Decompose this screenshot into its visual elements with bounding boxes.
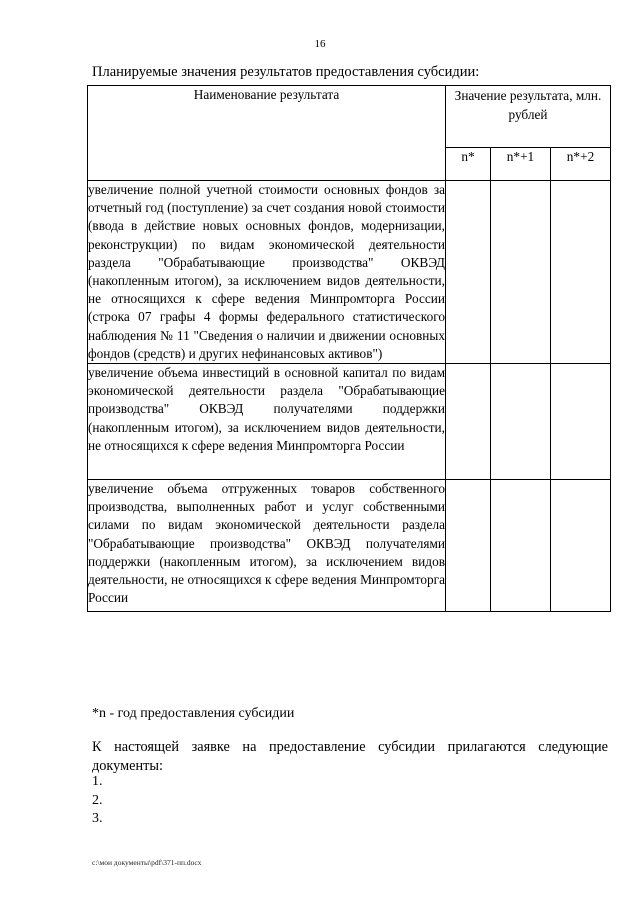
- table-intro-text: Планируемые значения результатов предоставления субсидии:: [92, 64, 480, 80]
- subheader-n: n*: [446, 147, 491, 180]
- list-item: 1.: [92, 774, 103, 789]
- value-cell-n-plus-1: [491, 364, 551, 480]
- header-value-cell: Значение результата, млн. рублей: [446, 86, 611, 148]
- value-cell-n: [446, 364, 491, 480]
- list-item: 3.: [92, 811, 103, 826]
- results-table: [87, 85, 611, 612]
- header-name-cell: Наименование результата: [88, 86, 446, 181]
- result-name-cell: увеличение объема инвестиций в основной капитал по видам экономической деятельности раздела "Обрабатывающие производства" ОКВЭД получателями поддержки (накопленным итогом), за исключением видов деятельности, не относящихся к сфере ведения Минпромторга России: [88, 364, 446, 480]
- value-cell-n-plus-2: [551, 364, 611, 480]
- value-cell-n-plus-1: [491, 480, 551, 612]
- value-cell-n-plus-2: [551, 480, 611, 612]
- file-path-footer: c:\мои документы\pdf\371-пп.docx: [92, 858, 202, 867]
- table-row: [88, 480, 611, 612]
- value-cell-n-plus-1: [491, 181, 551, 364]
- attachments-paragraph: К настоящей заявке на предоставление субсидии прилагаются следующие документы:: [92, 739, 608, 774]
- value-cell-n: [446, 480, 491, 612]
- table-header-row: [88, 86, 611, 148]
- table-row: [88, 181, 611, 364]
- page-number: 16: [314, 38, 326, 50]
- value-cell-n: [446, 181, 491, 364]
- table-row: [88, 364, 611, 480]
- result-name-cell: увеличение полной учетной стоимости основных фондов за отчетный год (поступление) за счет создания новой стоимости (ввода в действие новых основных фондов, модернизации, реконструкции) по видам экономической деятельности раздела "Обрабатывающие производства" ОКВЭД (накопленным итогом), за исключением видов деятельности, не относящихся к сфере ведения Минпромторга России (строка 07 графы 4 формы федерального статистического наблюдения № 11 "Сведения о наличии и движении основных фондов (средств) и других нефинансовых активов"): [88, 181, 446, 364]
- subheader-n-plus-2: n*+2: [551, 147, 611, 180]
- attachments-list: [92, 773, 103, 829]
- result-name-cell: увеличение объема отгруженных товаров собственного производства, выполненных работ и услуг собственными силами по видам экономической деятельности раздела "Обрабатывающие производства" ОКВЭД получателями поддержки (накопленным итогом), за исключением видов деятельности, не относящихся к сфере ведения Минпромторга России: [88, 480, 446, 612]
- footnote: *n - год предоставления субсидии: [92, 706, 295, 721]
- value-cell-n-plus-2: [551, 181, 611, 364]
- subheader-n-plus-1: n*+1: [491, 147, 551, 180]
- list-item: 2.: [92, 792, 103, 808]
